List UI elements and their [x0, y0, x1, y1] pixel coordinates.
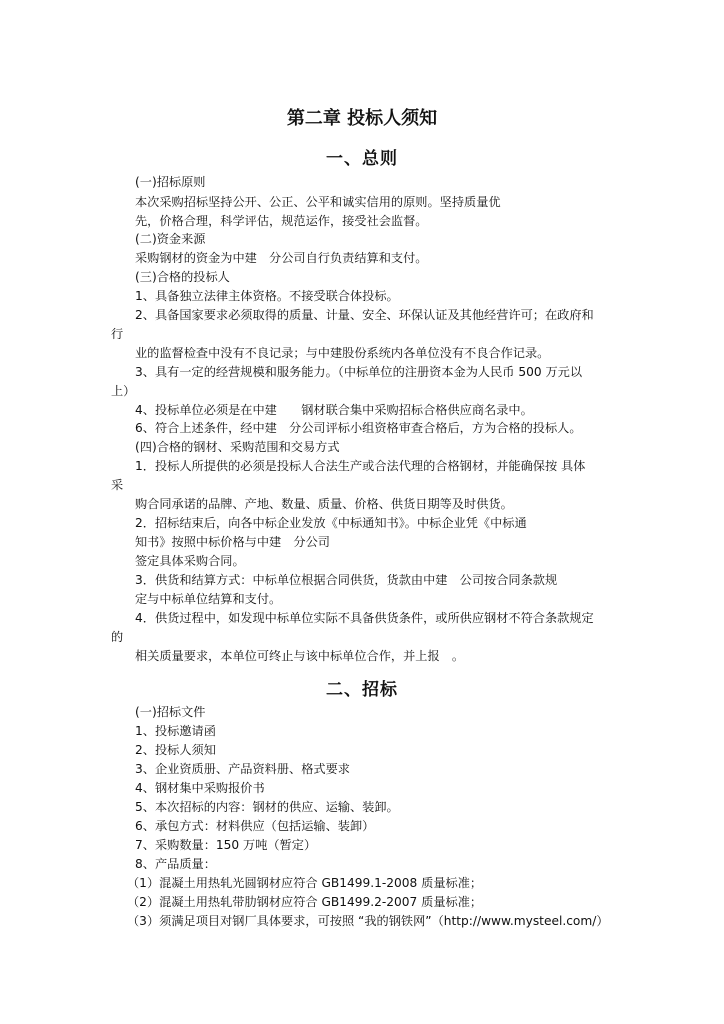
paragraph-line: 先，价格合理，科学评估，规范运作，接受社会监督。 — [135, 214, 428, 228]
paragraph-line: （1）混凝土用热轧光圆钢材应符合 GB1499.1-2008 质量标准； — [127, 876, 483, 890]
paragraph-line: 3．供货和结算方式：中标单位根据合同供货，货款由中建 公司按合同条款规 — [135, 573, 558, 587]
paragraph-line: (一)招标文件 — [135, 705, 206, 719]
paragraph-line: 1、投标邀请函 — [135, 724, 216, 738]
paragraph-line: (二)资金来源 — [135, 232, 206, 246]
paragraph-line: 4、钢材集中采购报价书 — [135, 781, 265, 795]
paragraph-line: 定与中标单位结算和支付。 — [135, 592, 282, 606]
section-1-title: 一、总则 — [326, 149, 398, 169]
paragraph-line: 的 — [111, 630, 124, 644]
paragraph-line: (一)招标原则 — [135, 175, 206, 189]
paragraph-line: 上） — [111, 384, 136, 398]
paragraph-line: 5、本次招标的内容：钢材的供应、运输、装卸。 — [135, 800, 399, 814]
paragraph-line: 采购钢材的资金为中建 分公司自行负责结算和支付。 — [135, 251, 428, 265]
paragraph-line: (三)合格的投标人 — [135, 270, 230, 284]
paragraph-line: 2．招标结束后，向各中标企业发放《中标通知书》。中标企业凭《中标通 — [135, 516, 527, 530]
paragraph-line: 3、具有一定的经营规模和服务能力。（中标单位的注册资本金为人民币 500 万元以 — [135, 365, 583, 379]
chapter-title: 第二章 投标人须知 — [286, 108, 438, 129]
paragraph-line: 6、符合上述条件，经中建 分公司评标小组资格审查合格后，方为合格的投标人。 — [135, 421, 582, 435]
paragraph-line: (四)合格的钢材、采购范围和交易方式 — [135, 440, 340, 454]
paragraph-line: 1．投标人所提供的必须是投标人合法生产或合法代理的合格钢材，并能确保按 具体 — [135, 459, 586, 473]
paragraph-line: 购合同承诺的品牌、产地、数量、质量、价格、供货日期等及时供货。 — [135, 497, 513, 511]
section-2-title: 二、招标 — [326, 680, 398, 700]
paragraph-line: 3、企业资质册、产品资料册、格式要求 — [135, 762, 350, 776]
paragraph-line: 4．供货过程中，如发现中标单位实际不具备供货条件，或所供应钢材不符合条款规定 — [135, 611, 594, 625]
paragraph-line: 8、产品质量： — [135, 857, 216, 871]
paragraph-line: 1、具备独立法律主体资格。不接受联合体投标。 — [135, 289, 399, 303]
paragraph-line: 2、投标人须知 — [135, 743, 216, 757]
paragraph-line: 本次采购招标坚持公开、公正、公平和诚实信用的原则。坚持质量优 — [135, 195, 501, 209]
paragraph-line: 业的监督检查中没有不良记录；与中建股份系统内各单位没有不良合作记录。 — [135, 346, 550, 360]
paragraph-line: 6、承包方式：材料供应（包括运输、装卸） — [135, 819, 375, 833]
paragraph-line: 7、采购数量：150 万吨（暂定） — [135, 838, 317, 852]
paragraph-line: 行 — [111, 327, 124, 341]
paragraph-line: （2）混凝土用热轧带肋钢材应符合 GB1499.2-2007 质量标准； — [127, 895, 483, 909]
paragraph-line: 4、投标单位必须是在中建 钢材联合集中采购招标合格供应商名录中。 — [135, 403, 533, 417]
paragraph-line: （3）须满足项目对钢厂具体要求，可按照 “我的钢铁网”（http://www.mysteel.com/） — [127, 914, 609, 928]
paragraph-line: 采 — [111, 478, 124, 492]
paragraph-line: 签定具体采购合同。 — [135, 554, 245, 568]
paragraph-line: 相关质量要求，本单位可终止与该中标单位合作，并上报 。 — [135, 649, 465, 663]
paragraph-line: 2、具备国家要求必须取得的质量、计量、安全、环保认证及其他经营许可；在政府和 — [135, 308, 594, 322]
paragraph-line: 知书》按照中标价格与中建 分公司 — [135, 535, 330, 549]
